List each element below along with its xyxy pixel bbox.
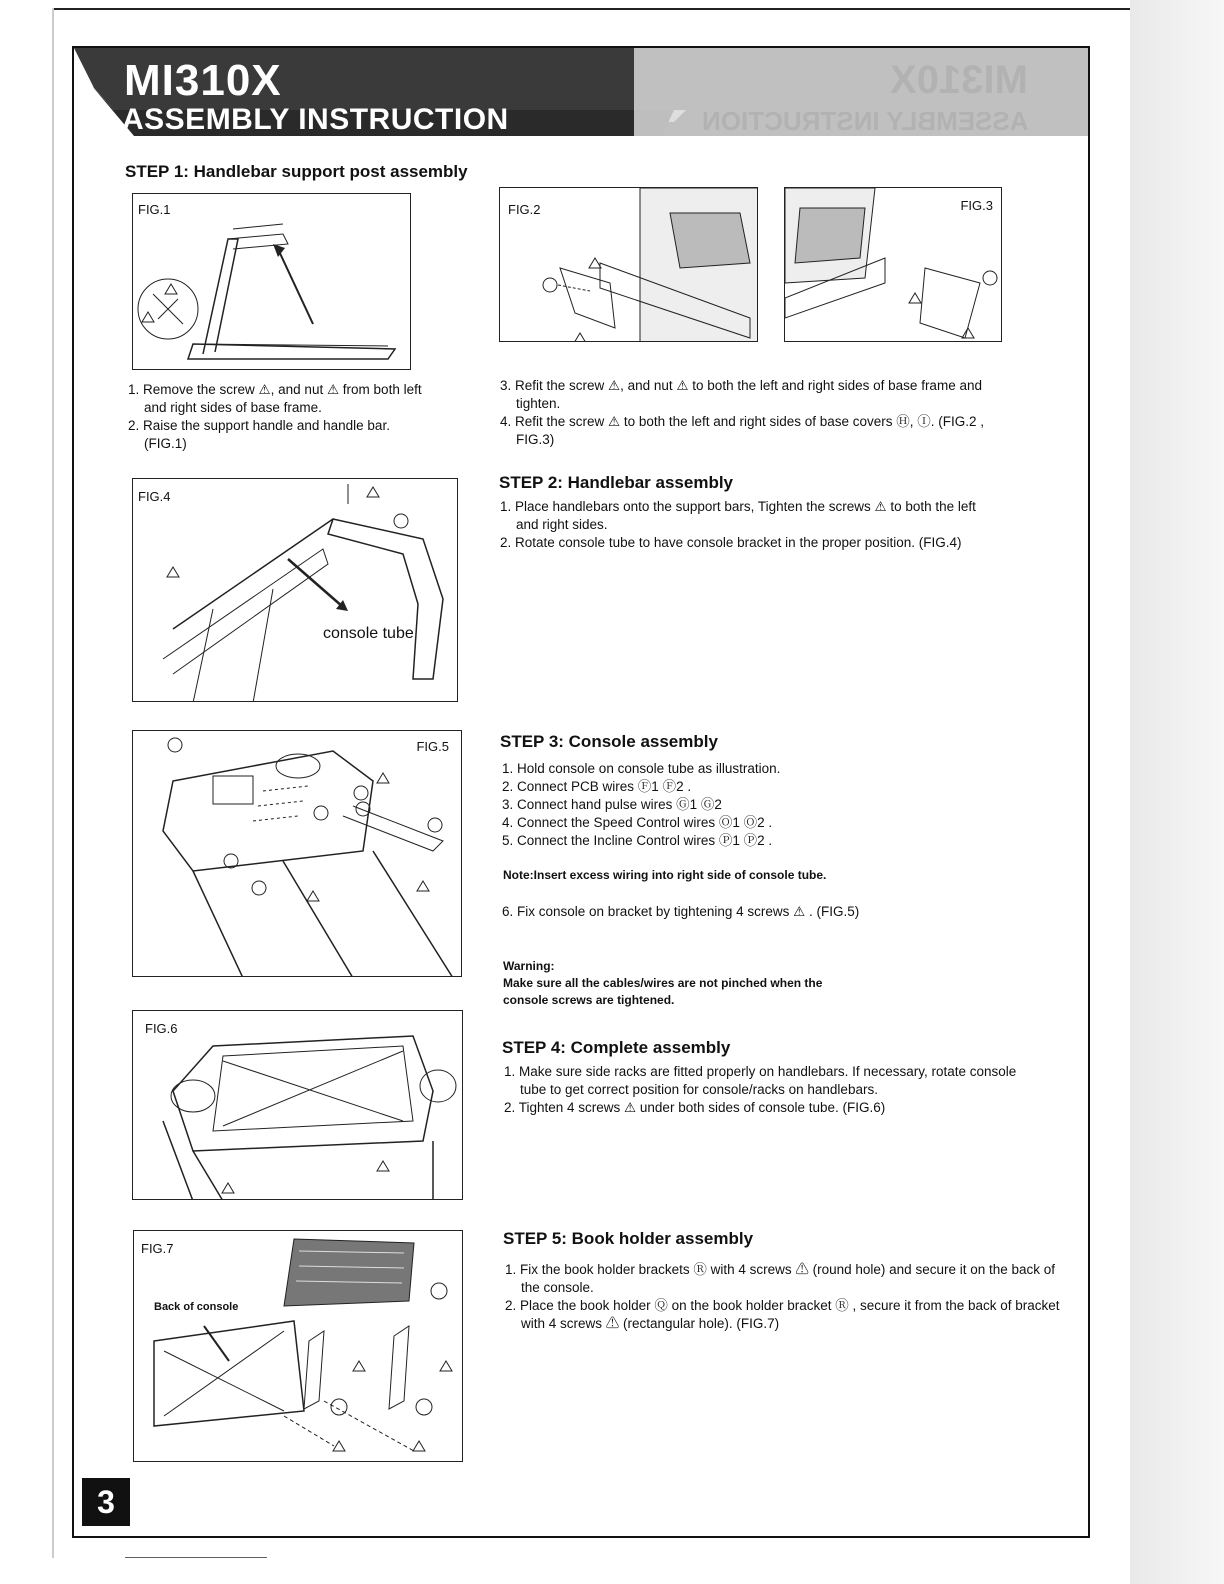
step3-item-4: 4. Connect the Speed Control wires Ⓞ1 Ⓞ2 . bbox=[502, 815, 773, 830]
step3-title: STEP 3: Console assembly bbox=[500, 732, 718, 751]
base-cover-left-drawing bbox=[500, 188, 758, 342]
fig3-illustration bbox=[784, 187, 1002, 342]
step3-warning-title: Warning: bbox=[503, 959, 555, 973]
header-banner bbox=[74, 48, 1088, 136]
fig5-illustration bbox=[132, 730, 462, 977]
step3-instructions bbox=[502, 760, 1002, 850]
fig5-label: FIG.5 bbox=[416, 739, 449, 754]
step5-title: STEP 5: Book holder assembly bbox=[503, 1229, 754, 1248]
step3-item-2: 2. Connect PCB wires Ⓕ1 Ⓕ2 . bbox=[502, 779, 692, 794]
fig2-illustration bbox=[499, 187, 758, 342]
step3-warning-text: Make sure all the cables/wires are not pinched when the console screws are tightened. bbox=[503, 976, 823, 1007]
step1-instructions-left bbox=[128, 381, 428, 453]
step2-title: STEP 2: Handlebar assembly bbox=[499, 473, 734, 492]
top-rule bbox=[52, 8, 1157, 10]
step3-item-3: 3. Connect hand pulse wires Ⓖ1 Ⓖ2 bbox=[502, 797, 722, 812]
base-cover-right-drawing bbox=[785, 188, 1002, 342]
model-title: MI310X bbox=[124, 56, 282, 105]
fig2-label: FIG.2 bbox=[508, 202, 541, 217]
step5-instructions bbox=[505, 1261, 1065, 1333]
step4-instructions bbox=[504, 1063, 1024, 1117]
bottom-rule bbox=[125, 1557, 267, 1558]
step1-item-3: 3. Refit the screw ⚠, and nut ⚠ to both the left and right sides of base frame and tighten. bbox=[500, 378, 982, 411]
step1-item-1: 1. Remove the screw ⚠, and nut ⚠ from both left and right sides of base frame. bbox=[128, 382, 422, 415]
assembly-title: ASSEMBLY INSTRUCTION bbox=[122, 103, 509, 136]
step5-item-1: 1. Fix the book holder brackets Ⓡ with 4 screws ⚠ (round hole) and secure it on the back of the console. bbox=[505, 1262, 1056, 1295]
fig1-label: FIG.1 bbox=[138, 202, 171, 217]
step2-item-2: 2. Rotate console tube to have console bracket in the proper position. (FIG.4) bbox=[500, 535, 962, 550]
step3-note: Note:Insert excess wiring into right side of console tube. bbox=[503, 868, 827, 882]
fig3-label: FIG.3 bbox=[960, 198, 993, 213]
fig4-label: FIG.4 bbox=[138, 489, 171, 504]
book-holder-drawing bbox=[134, 1231, 463, 1462]
step1-item-2: 2. Raise the support handle and handle bar. (FIG.1) bbox=[128, 418, 390, 451]
fig7-label: FIG.7 bbox=[141, 1241, 174, 1256]
step1-title: STEP 1: Handlebar support post assembly bbox=[125, 162, 468, 181]
bleed-through-title: MI310X bbox=[890, 58, 1028, 102]
step3-item-5: 5. Connect the Incline Control wires Ⓟ1 Ⓟ2 . bbox=[502, 833, 773, 848]
fig1-illustration bbox=[132, 193, 411, 370]
console-drawing bbox=[133, 731, 462, 977]
page-number: 3 bbox=[82, 1478, 130, 1526]
fig7-callout: Back of console bbox=[154, 1301, 239, 1313]
left-rule bbox=[52, 8, 54, 1558]
complete-assembly-drawing bbox=[133, 1011, 463, 1200]
step4-item-2: 2. Tighten 4 screws ⚠ under both sides of console tube. (FIG.6) bbox=[504, 1100, 886, 1115]
fig4-illustration bbox=[132, 478, 458, 702]
step5-item-2: 2. Place the book holder Ⓠ on the book holder bracket Ⓡ , secure it from the back of bracket with 4 screws ⚠ (rectangular hole). (FIG.7) bbox=[505, 1298, 1060, 1331]
step2-instructions bbox=[500, 498, 1000, 552]
bleed-through-subtitle: ASSEMBLY INSTRUCTION bbox=[701, 106, 1028, 136]
handlebar-drawing bbox=[133, 479, 458, 702]
step2-item-1: 1. Place handlebars onto the support bars, Tighten the screws ⚠ to both the left and right sides. bbox=[500, 499, 976, 532]
fig6-label: FIG.6 bbox=[145, 1021, 178, 1036]
step1-item-4: 4. Refit the screw ⚠ to both the left and right sides of base covers Ⓗ, Ⓘ. (FIG.2 , FIG.3) bbox=[500, 414, 985, 447]
step3-item-6: 6. Fix console on bracket by tightening 4 screws ⚠ . (FIG.5) bbox=[502, 904, 860, 919]
fig4-callout: console tube bbox=[323, 625, 414, 642]
step1-instructions-right bbox=[500, 377, 1020, 449]
step4-title: STEP 4: Complete assembly bbox=[502, 1038, 731, 1057]
treadmill-side-drawing bbox=[133, 194, 411, 370]
page-edge-shadow bbox=[1130, 0, 1224, 1584]
fig7-illustration bbox=[133, 1230, 463, 1462]
step3-item-1: 1. Hold console on console tube as illustration. bbox=[502, 761, 781, 776]
step4-item-1: 1. Make sure side racks are fitted properly on handlebars. If necessary, rotate console tube to get correct position for console/racks on handlebars. bbox=[504, 1064, 1017, 1097]
fig6-illustration bbox=[132, 1010, 463, 1200]
